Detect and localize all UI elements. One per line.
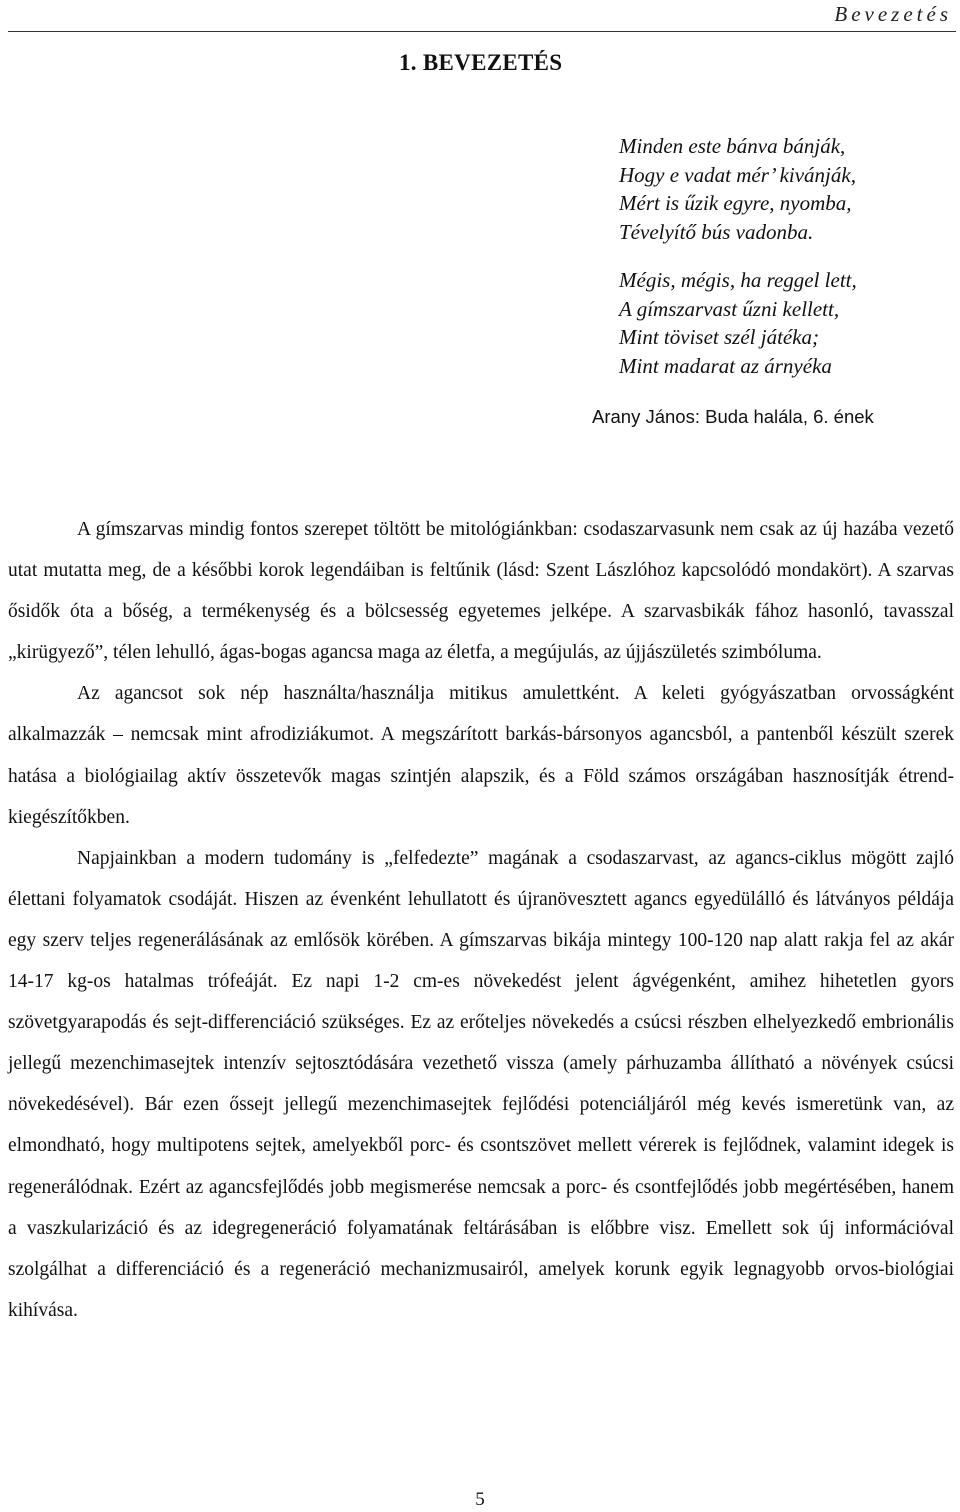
header-rule xyxy=(8,31,956,32)
epigraph-poem xyxy=(619,132,857,380)
poem-line: Mért is űzik egyre, nyomba, xyxy=(619,191,852,215)
running-head: Bevezetés xyxy=(834,2,952,26)
poem-stanza-2 xyxy=(619,266,857,380)
paragraph-3: Napjainkban a modern tudomány is „felfedezte” magának a csodaszarvast, az agancs-ciklus mögött zajló élettani folyamatok csodáját. Hiszen az évenként lehullatott és újranövesztett agancs egyedülálló és látványos példája egy szerv teljes regenerálásának az emlősök körében. A gímszarvas bikája mintegy 100-120 nap alatt rakja fel az akár 14-17 kg-os hatalmas trófeáját. Ez napi 1-2 cm-es növekedést jelent ágvégenként, amihez hihetetlen gyors szövetgyarapodás és sejt-differenciáció szükséges. Ez az erőteljes növekedés a csúcsi részben elhelyezkedő embrionális jellegű mezenchimasejtek intenzív sejtosztódására vezethető vissza (amely párhuzamba állítható a növények csúcsi növekedésével). Bár ezen őssejt jellegű mezenchimasejtek fejlődési potenciáljáról még kevés ismeretünk van, az elmondható, hogy multipotens sejtek, amelyekből porc- és csontszövet mellett vérerek is fejlődnek, valamint idegek is regenerálódnak. Ezért az agancsfejlődés jobb megismerése nemcsak a porc- és csontfejlődés jobb megértésében, hanem a vaszkularizáció és az idegregeneráció folyamatának feltárásában is előbbre visz. Emellett sok új információval szolgálhat a differenciáció és a regeneráció mechanizmusairól, amelyek korunk egyik legnagyobb orvos-biológiai kihívása. xyxy=(8,847,954,1321)
body-text xyxy=(8,509,954,1331)
poem-line: Hogy e vadat mér’ kivánják, xyxy=(619,162,856,187)
poem-line: Mint madarat az árnyéka xyxy=(619,353,832,378)
paragraph-1: A gímszarvas mindig fontos szerepet töltött be mitológiánkban: csodaszarvasunk nem csak az új hazába vezető utat mutatta meg, de a későbbi korok legendáiban is feltűnik (lásd: Szent Lászlóhoz kapcsolódó mondakört). A szarvas ősidők óta a bőség, a termékenység és a bölcsesség egyetemes jelképe. A szarvasbikák fához hasonló, tavasszal „kirügyező”, télen lehulló, ágas-bogas agancsa maga az életfa, a megújulás, az újjászületés szimbóluma. xyxy=(8,519,954,664)
page-number: 5 xyxy=(475,1489,485,1510)
poem-stanza-1 xyxy=(619,132,857,246)
poem-line: Minden este bánva bánják, xyxy=(619,134,846,158)
poem-line: A gímszarvast űzni kellett, xyxy=(619,296,840,321)
poem-line: Tévelyítő bús vadonba. xyxy=(619,219,814,244)
epigraph-attribution: Arany János: Buda halála, 6. ének xyxy=(592,406,874,427)
poem-line: Mégis, mégis, ha reggel lett, xyxy=(619,268,857,292)
chapter-title: 1. BEVEZETÉS xyxy=(399,50,563,75)
paragraph-2: Az agancsot sok nép használta/használja mitikus amulettként. A keleti gyógyászatban orvosságként alkalmazzák – nemcsak mint afrodiziákumot. A megszárított barkás-bársonyos agancsból, a pantenből készült szerek hatása a biológiailag aktív összetevők magas szintjén alapszik, és a Föld számos országában hasznosítják étrend-kiegészítőkben. xyxy=(8,683,954,828)
poem-line: Mint töviset szél játéka; xyxy=(619,325,820,349)
